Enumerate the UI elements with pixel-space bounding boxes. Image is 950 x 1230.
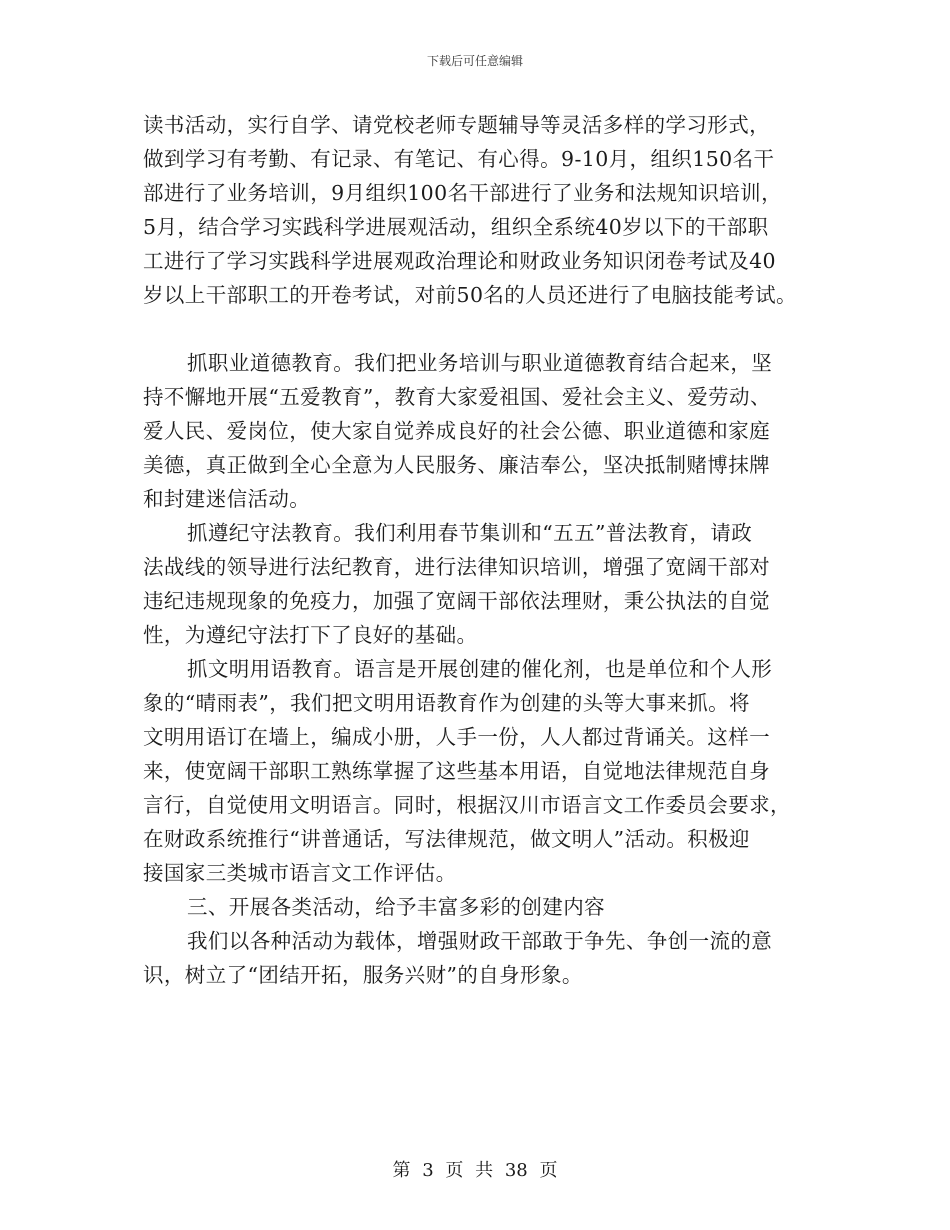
text-line: 识，树立了“团结开拓，服务兴财”的自身形象。 (143, 963, 583, 987)
page-number: 第 3 页 共 38 页 (392, 1160, 558, 1181)
text-line: 文明用语订在墙上，编成小册，人手一份，人人都过背诵关。这样一 (143, 725, 770, 749)
text-line: 象的“晴雨表”，我们把文明用语教育作为创建的头等大事来抓。将 (143, 691, 750, 715)
download-editable-note: 下载后可任意编辑 (426, 54, 523, 68)
text-line: 读书活动，实行自学、请党校老师专题辅导等灵活多样的学习形式， (143, 113, 770, 137)
section-heading-activities (143, 890, 823, 924)
text-line: 持不懈地开展“五爱教育”，教育大家爱祖国、爱社会主义、爱劳动、 (143, 385, 771, 409)
paragraph-professional-ethics (143, 346, 823, 516)
document-body (143, 108, 823, 992)
text-line: 法战线的领导进行法纪教育，进行法律知识培训，增强了宽阔干部对 (143, 555, 770, 579)
text-line: 我们以各种活动为载体，增强财政干部敢于争先、争创一流的意 (187, 929, 773, 953)
text-line: 美德，真正做到全心全意为人民服务、廉洁奉公，坚决抵制赌博抹牌 (143, 453, 770, 477)
text-line: 抓职业道德教育。我们把业务培训与职业道德教育结合起来，坚 (187, 351, 773, 375)
text-line: 性，为遵纪守法打下了良好的基础。 (143, 623, 478, 647)
text-line: 岁以上干部职工的开卷考试，对前50名的人员还进行了电脑技能考试。 (143, 283, 797, 307)
text-line: 来，使宽阔干部职工熟练掌握了这些基本用语，自觉地法律规范自身 (143, 759, 770, 783)
text-line: 在财政系统推行“讲普通话，写法律规范，做文明人”活动。积极迎 (143, 827, 750, 851)
text-line: 部进行了业务培训，9月组织100名干部进行了业务和法规知识培训， (143, 181, 782, 205)
paragraph-study-activities (143, 108, 823, 312)
section-heading: 三、开展各类活动，给予丰富多彩的创建内容 (187, 895, 605, 919)
text-line: 做到学习有考勤、有记录、有笔记、有心得。9-10月，组织150名干 (143, 147, 775, 171)
text-line: 言行，自觉使用文明语言。同时，根据汉川市语言文工作委员会要求， (143, 793, 791, 817)
paragraph-activities-carrier (143, 924, 823, 992)
text-line: 工进行了学习实践科学进展观政治理论和财政业务知识闭卷考试及40 (143, 249, 776, 273)
paragraph-civil-language (143, 652, 823, 890)
text-line: 抓遵纪守法教育。我们利用春节集训和“五五”普法教育，请政 (187, 521, 753, 545)
paragraph-law-education (143, 516, 823, 652)
text-line: 5月，结合学习实践科学进展观活动，组织全系统40岁以下的干部职 (143, 215, 769, 239)
text-line: 爱人民、爱岗位，使大家自觉养成良好的社会公德、职业道德和家庭 (143, 419, 770, 443)
text-line: 抓文明用语教育。语言是开展创建的催化剂，也是单位和个人形 (187, 657, 773, 681)
text-line: 接国家三类城市语言文工作评估。 (143, 861, 457, 885)
text-line: 违纪违规现象的免疫力，加强了宽阔干部依法理财，秉公执法的自觉 (143, 589, 770, 613)
text-line: 和封建迷信活动。 (143, 487, 311, 511)
